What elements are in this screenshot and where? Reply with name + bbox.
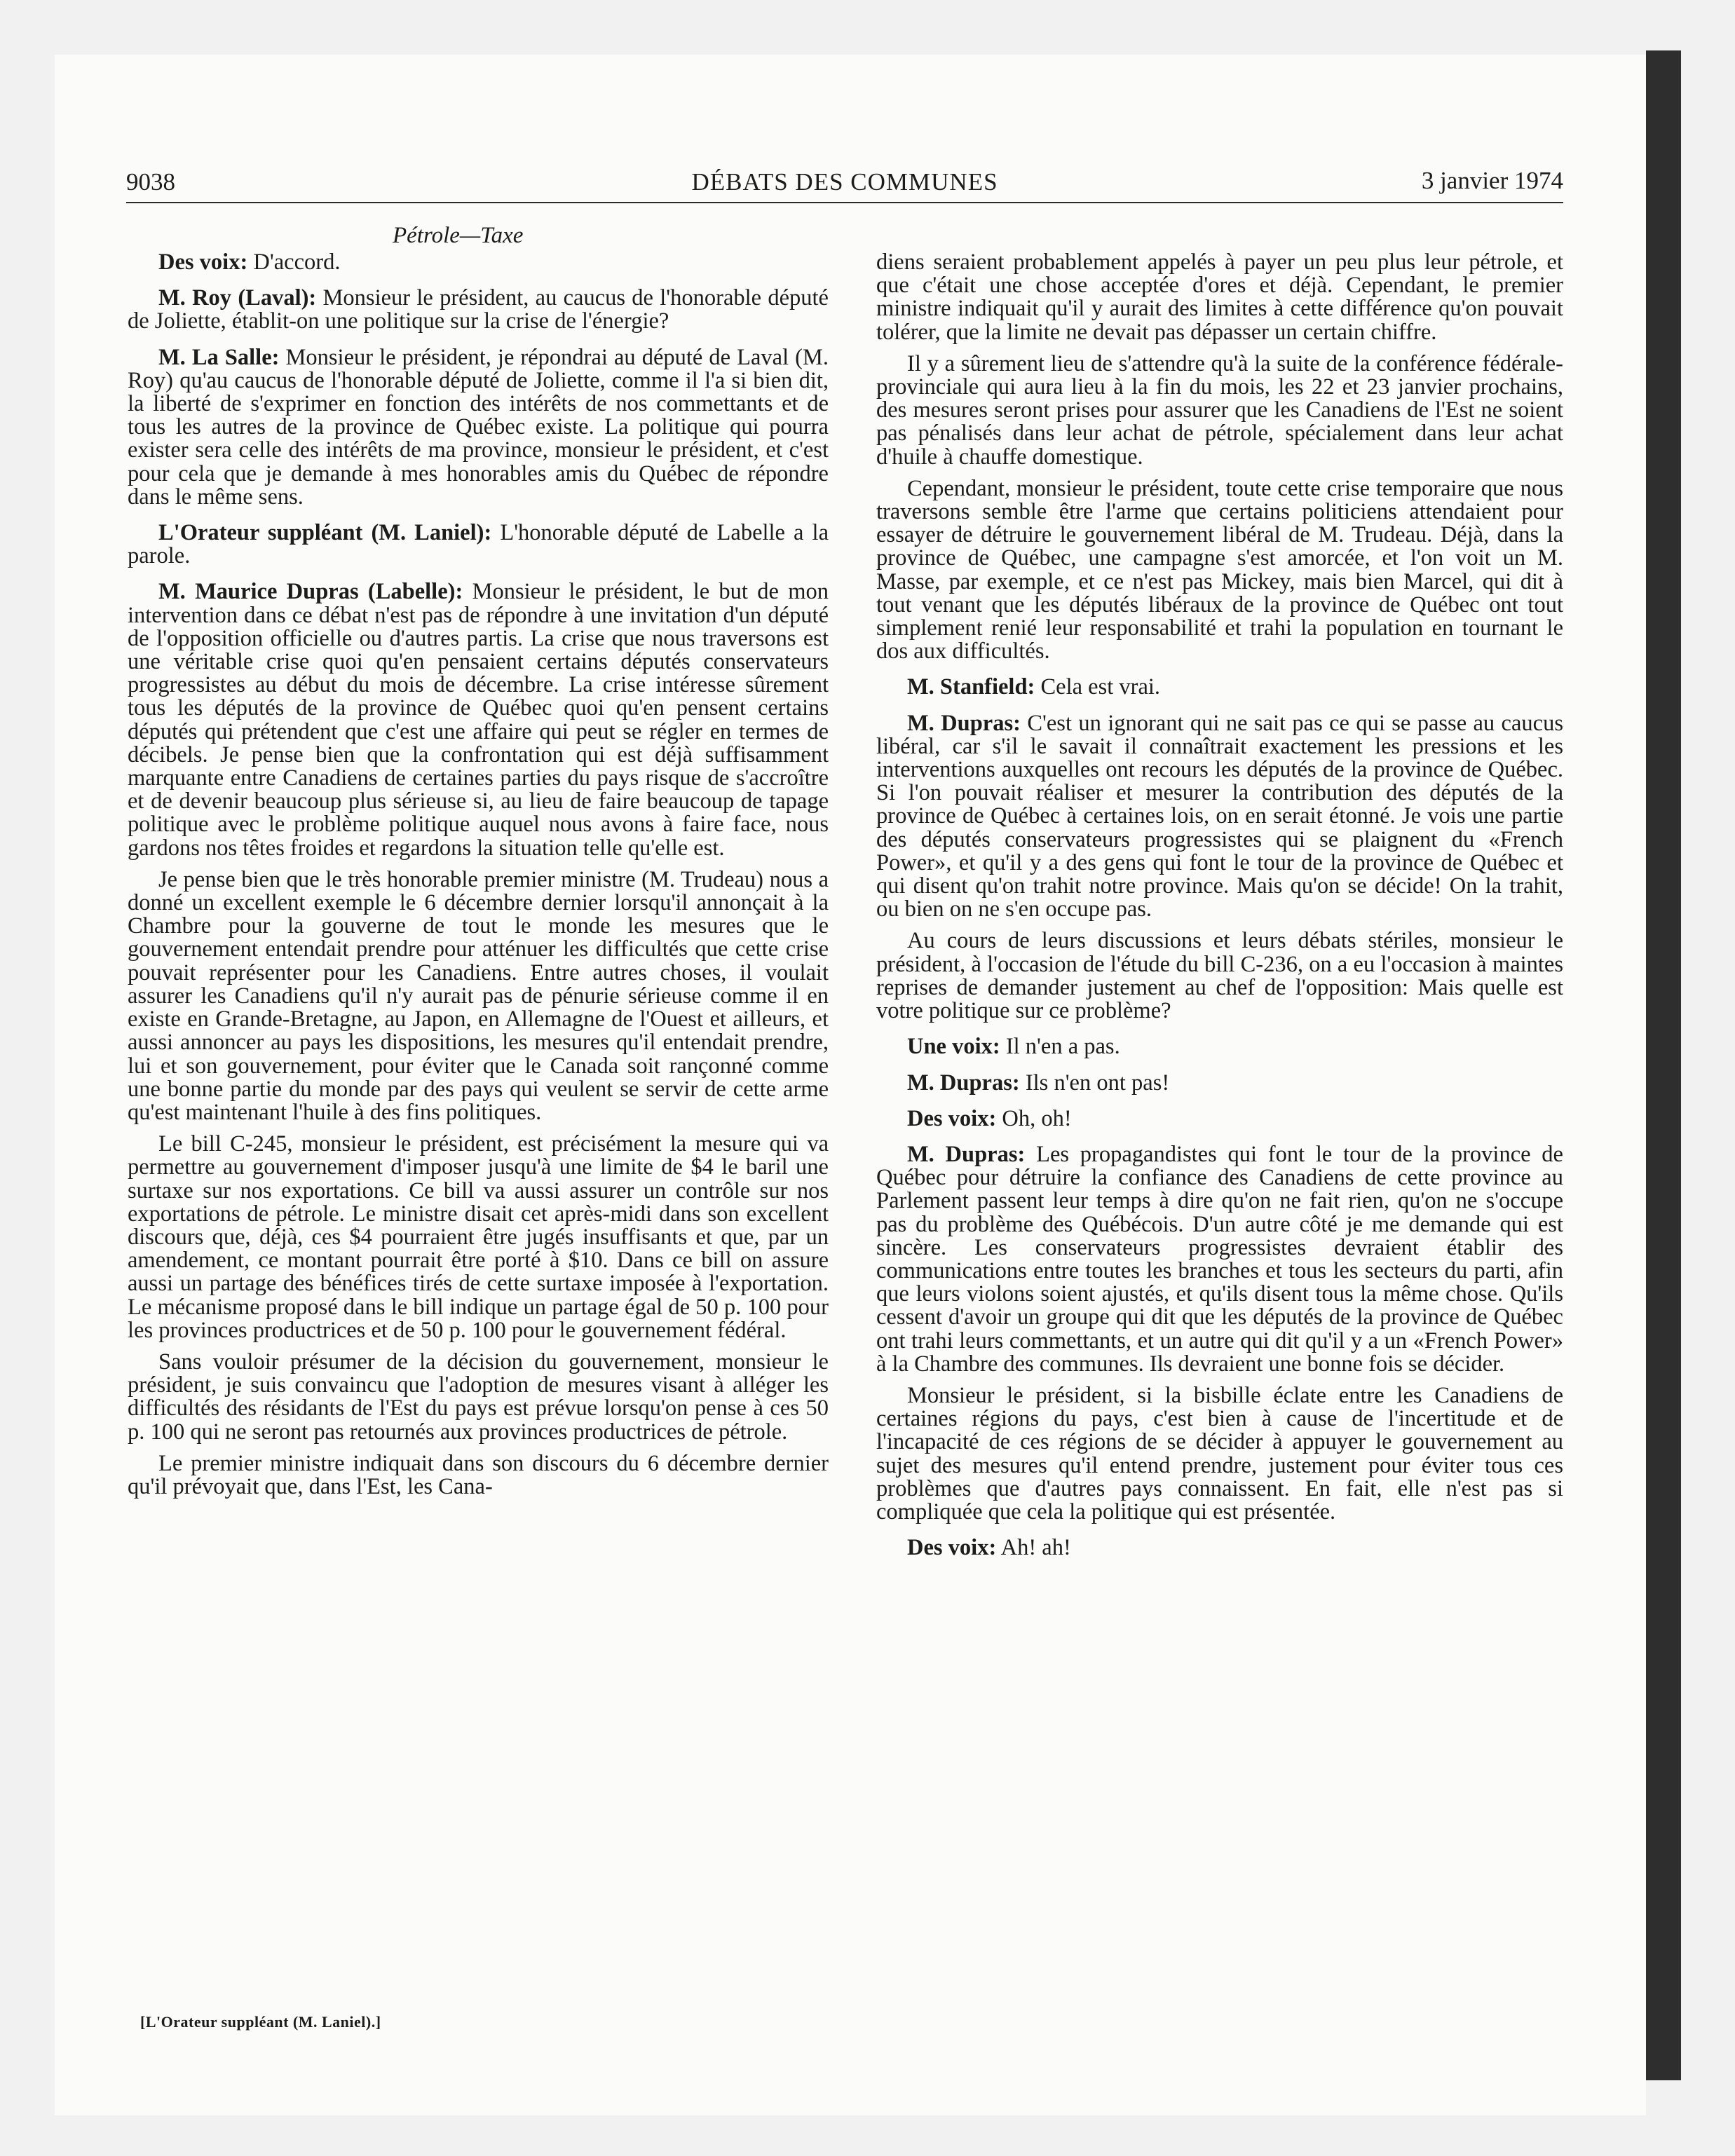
speaker-label: M. Dupras:: [907, 710, 1021, 736]
speaker-label: M. Dupras:: [907, 1141, 1026, 1167]
speech-text: D'accord.: [247, 250, 341, 275]
speaker-label: Des voix:: [907, 1535, 997, 1561]
publication-title: DÉBATS DES COMMUNES: [691, 168, 998, 196]
speaker-label: Une voix:: [907, 1034, 1000, 1060]
speaker-label: M. La Salle:: [158, 344, 280, 370]
speech-paragraph: [876, 676, 1563, 699]
speech-text: Ils n'en ont pas!: [1019, 1070, 1170, 1096]
speech-paragraph: [876, 1035, 1563, 1058]
speech-paragraph: [876, 1143, 1563, 1376]
header-rule: [126, 202, 1563, 203]
speech-text: Ah! ah!: [996, 1535, 1071, 1561]
body-paragraph: Je pense bien que le très honorable premier ministre (M. Trudeau) nous a donné un excellent exemple le 6 décembre dernier lorsqu'il annonçait à la Chambre pour la gouverne de tout le monde les mesures que le gouvernement entendait prendre pour atténuer les difficultés que cette crise pouvait représenter pour les Canadiens. Entre autres choses, il voulait assurer les Canadiens qu'il n'y aurait pas de pénurie sérieuse comme il en existe en Grande-Bretagne, au Japon, en Allemagne de l'Ouest et ailleurs, et aussi annoncer au pays les dispositions, les mesures qu'il entendait prendre, lui et son gouvernement, pour éviter que le Canada soit rançonné comme une bonne partie du monde par des pays qui veulent se servir de cette arme qu'est maintenant l'huile à des fins politiques.: [128, 866, 829, 1125]
running-head: Pétrole—Taxe: [393, 223, 524, 248]
body-paragraph: Monsieur le président, si la bisbille éclate entre les Canadiens de certaines régions du pays, c'est bien à cause de l'incertitude et de l'incapacité de ces régions de se décider à appuyer le gouvernement au sujet des mesures qu'il entend prendre, justement pour éviter tous ces problèmes que d'autres pays connaissent. En fait, elle n'est pas si compliquée que cela la politique qui est présentée.: [876, 1382, 1563, 1524]
page-date: 3 janvier 1974: [1421, 167, 1563, 194]
speech-paragraph: [876, 1107, 1563, 1131]
speech-text: C'est un ignorant qui ne sait pas ce qui se passe au caucus libéral, car s'il le savait il connaîtrait exactement les pressions et les interventions auxquelles ont recours les députés de la province de Québec. Si l'on pouvait réaliser et mesurer la contribution des députés de la province de Québec à certaines lois, on en serait étonné. Je vois une partie des députés conservateurs progressistes qui se plaignent du «French Power», et qu'il y a des gens qui font le tour de la province de Québec et qui disent qu'on trahit notre province. Mais qu'on se décide! On la trahit, ou bien on ne s'en occupe pas.: [876, 710, 1563, 922]
left-column: [128, 251, 829, 1507]
speech-text: Monsieur le président, au caucus de l'honorable député de Joliette, établit-on une politique sur la crise de l'énergie?: [128, 285, 829, 334]
speech-paragraph: [128, 521, 829, 568]
speech-text: Les propagandistes qui font le tour de la province de Québec pour détruire la confiance des Canadiens de cette province au Parlement passent leur temps à dire qu'on ne fait rien, qu'on ne s'occupe pas du problème des Québécois. D'un autre côté je me demande qui est sincère. Les conservateurs progressistes devraient établir des communications entre toutes les branches et tous les secteurs du parti, afin que leurs violons soient ajustés, et qu'ils disent tous la même chose. Qu'ils cessent d'avoir un groupe qui dit que les députés de la province de Québec ont trahi leurs commettants, et un autre qui dit qu'il y a un «French Power» à la Chambre des communes. Ils devraient une bonne fois se décider.: [876, 1141, 1563, 1377]
speech-paragraph: [876, 1536, 1563, 1560]
speaker-label: M. Roy (Laval):: [158, 285, 317, 311]
speaker-label: M. Maurice Dupras (Labelle):: [158, 579, 463, 605]
page-header: [126, 163, 1563, 202]
speech-paragraph: [128, 580, 829, 859]
speech-text: Cela est vrai.: [1035, 674, 1161, 700]
speaker-label: M. Dupras:: [907, 1070, 1020, 1096]
speech-text: Il n'en a pas.: [1000, 1034, 1120, 1060]
speech-text: Monsieur le président, le but de mon intervention dans ce débat n'est pas de répondre à une invitation d'un député de l'opposition officielle ou d'autres partis. La crise que nous traversons est une véritable crise quoi qu'en pensaient certains députés conservateurs progressistes au début du mois de décembre. La crise intéresse sûrement tous les députés de la province de Québec quoi qu'en pensent certains députés qui prétendent que c'est une affaire qui peut se régler en termes de décibels. Je pense bien que la confrontation qui est déjà suffisamment marquante entre Canadiens de certaines parties du pays risque de s'accroître et de devenir beaucoup plus sérieuse si, au lieu de faire beaucoup de tapage politique avec le problème politique auquel nous avons à faire face, nous gardons nos têtes froides et regardons la situation telle qu'elle est.: [128, 579, 829, 861]
right-column: [876, 251, 1563, 1568]
speech-text: Oh, oh!: [996, 1105, 1072, 1131]
speech-paragraph: [876, 1072, 1563, 1095]
speech-paragraph: [876, 712, 1563, 922]
binding-edge: [1646, 50, 1681, 2080]
speaker-continuation-note: [L'Orateur suppléant (M. Laniel).]: [140, 2013, 381, 2031]
speaker-label: M. Stanfield:: [907, 674, 1035, 700]
page-number: 9038: [126, 168, 175, 196]
body-paragraph: diens seraient probablement appelés à payer un peu plus leur pétrole, et que c'était une chose acceptée d'ores et déjà. Cependant, le premier ministre indiquait qu'il y aurait des limites à cette différence qu'on pouvait tolérer, que la limite ne devait pas dépasser un certain chiffre.: [876, 250, 1563, 345]
body-paragraph: Le premier ministre indiquait dans son discours du 6 décembre dernier qu'il prévoyait que, dans l'Est, les Cana-: [128, 1450, 829, 1499]
speech-text: L'honorable député de Labelle a la parole.: [128, 520, 829, 569]
speaker-label: Des voix:: [907, 1105, 997, 1131]
speaker-label: Des voix:: [158, 250, 248, 275]
speaker-label: L'Orateur suppléant (M. Laniel):: [158, 520, 492, 546]
body-paragraph: Au cours de leurs discussions et leurs débats stériles, monsieur le président, à l'occasion de l'étude du bill C-236, on a eu l'occasion à maintes reprises de demander justement au chef de l'opposition: Mais quelle est votre politique sur ce problème?: [876, 928, 1563, 1024]
body-paragraph: Cependant, monsieur le président, toute cette crise temporaire que nous traversons semble être l'arme que certains politiciens attendaient pour essayer de détruire le gouvernement libéral de M. Trudeau. Déjà, dans la province de Québec, une campagne s'est amorcée, et l'on voit un M. Masse, par exemple, et ce n'est pas Mickey, mais bien Marcel, qui dit à tout venant que les députés libéraux de la province de Québec ont tout simplement renié leur responsabilité et trahi la population en tournant le dos aux difficultés.: [876, 475, 1563, 664]
speech-paragraph: [128, 346, 829, 509]
body-paragraph: Il y a sûrement lieu de s'attendre qu'à la suite de la conférence fédérale-provinciale qui aura lieu à la fin du mois, les 22 et 23 janvier prochains, des mesures seront prises pour assurer que les Canadiens de l'Est ne soient pas pénalisés dans leur achat de pétrole, spécialement dans leur achat d'huile à chauffe domestique.: [876, 350, 1563, 470]
body-paragraph: Sans vouloir présumer de la décision du gouvernement, monsieur le président, je suis convaincu que l'adoption de mesures visant à alléger les difficultés des résidants de l'Est du pays est prévue lorsqu'on pense à ces 50 p. 100 qui ne seront pas retournés aux provinces productrices de pétrole.: [128, 1349, 829, 1445]
speech-paragraph: [128, 251, 829, 274]
speech-paragraph: [128, 287, 829, 333]
speech-text: Monsieur le président, je répondrai au député de Laval (M. Roy) qu'au caucus de l'honorable député de Joliette, comme il l'a si bien dit, la liberté de s'exprimer en fonction des intérêts de nos commettants et de tous les autres de la province de Québec existe. La politique qui pourra exister sera celle des intérêts de ma province, monsieur le président, et c'est pour cela que je demande à mes honorables amis du Québec de répondre dans le même sens.: [128, 344, 829, 510]
body-paragraph: Le bill C-245, monsieur le président, est précisément la mesure qui va permettre au gouvernement d'imposer jusqu'à une limite de $4 le baril une surtaxe sur nos exportations. Ce bill va aussi assurer un contrôle sur nos exportations de pétrole. Le ministre disait cet après-midi dans son excellent discours que, déjà, ces $4 pourraient être jugés insuffisants et que, par un amendement, ce montant pourrait être porté à $10. Dans ce bill on assure aussi un partage des bénéfices tirés de cette surtaxe imposée à l'exportation. Le mécanisme proposé dans le bill indique un partage égal de 50 p. 100 pour les provinces productrices et de 50 p. 100 pour le gouvernement fédéral.: [128, 1131, 829, 1343]
